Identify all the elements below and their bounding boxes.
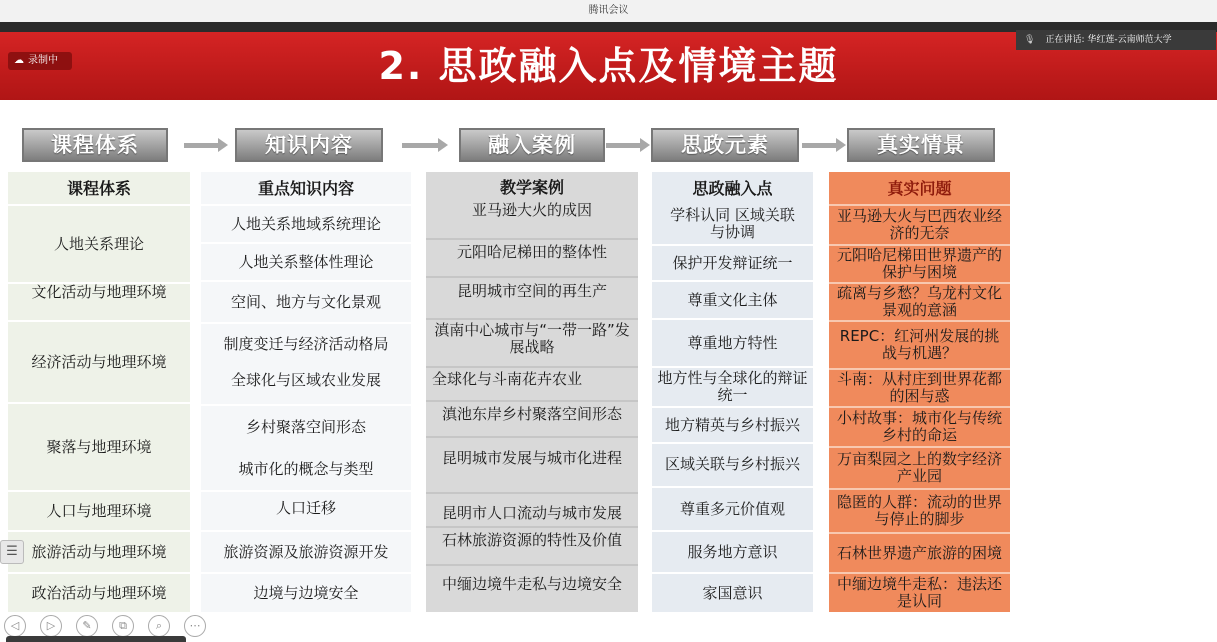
table-cell: 保护开发辩证统一 bbox=[672, 253, 793, 272]
table-cell: 人地关系理论 bbox=[53, 234, 144, 253]
table-cell: 中缅边境牛走私与边境安全 bbox=[441, 574, 622, 593]
table-cell: 元阳哈尼梯田的整体性 bbox=[456, 242, 607, 261]
table-cell: 滇池东岸乡村聚落空间形态 bbox=[441, 404, 622, 423]
table-cell: 空间、地方与文化景观 bbox=[230, 292, 381, 311]
table-cell: 旅游活动与地理环境 bbox=[31, 542, 167, 561]
table-cell: 隐匿的人群：流动的世界与停止的脚步 bbox=[836, 493, 1002, 528]
window-title: 腾讯会议 bbox=[588, 5, 629, 16]
table-cell: 乡村聚落空间形态 bbox=[245, 417, 366, 436]
table-cell: 人地关系地域系统理论 bbox=[230, 214, 381, 233]
column-header: 课程体系 bbox=[66, 178, 131, 198]
column-course-system bbox=[8, 172, 190, 612]
table-cell: 中缅边境牛走私：违法还是认同 bbox=[836, 575, 1002, 610]
table-cell: 亚马逊大火的成因 bbox=[471, 201, 592, 219]
table-cell: 城市化的概念与类型 bbox=[238, 459, 374, 478]
table-cell: 石林世界遗产旅游的困境 bbox=[836, 543, 1002, 562]
table-cell: 尊重文化主体 bbox=[687, 290, 778, 309]
table-cell: 昆明市人口流动与城市发展 bbox=[441, 503, 622, 522]
table-cell: 制度变迁与经济活动格局 bbox=[223, 334, 389, 353]
table-cell: 人口迁移 bbox=[275, 499, 336, 517]
speaker-label: 正在讲话: 华红莲-云南师范大学 bbox=[1045, 35, 1172, 45]
flow-step-course-system: 课程体系 bbox=[22, 128, 168, 162]
flow-arrow-icon bbox=[402, 138, 448, 152]
table-cell: 尊重多元价值观 bbox=[679, 499, 785, 518]
table-cell: 元阳哈尼梯田世界遗产的保护与困境 bbox=[836, 246, 1002, 281]
more-icon[interactable]: ⋯ bbox=[184, 615, 206, 637]
column-ideology-points bbox=[652, 172, 813, 612]
table-cell: 地方精英与乡村振兴 bbox=[664, 415, 800, 434]
table-cell: 石林旅游资源的特性及价值 bbox=[441, 530, 622, 549]
copy-icon[interactable]: ⧉ bbox=[112, 615, 134, 637]
table-cell: 人口与地理环境 bbox=[46, 501, 152, 520]
recording-label: 录制中 bbox=[28, 55, 58, 66]
speaker-indicator bbox=[1016, 30, 1216, 50]
column-header: 教学案例 bbox=[499, 177, 564, 197]
table-cell: 滇南中心城市与“一带一路”发展战略 bbox=[434, 321, 630, 356]
table-cell: 边境与边境安全 bbox=[253, 583, 359, 602]
list-icon[interactable]: ☰ bbox=[0, 540, 24, 564]
table-cell: 昆明城市发展与城市化进程 bbox=[441, 448, 622, 467]
table-cell: 区域关联与乡村振兴 bbox=[664, 454, 800, 473]
pen-icon[interactable]: ✎ bbox=[76, 615, 98, 637]
next-icon[interactable]: ▷ bbox=[40, 615, 62, 637]
table-cell: 家国意识 bbox=[702, 583, 763, 602]
column-knowledge bbox=[201, 172, 411, 612]
table-cell: 学科认同 区域关联与协调 bbox=[670, 206, 795, 241]
column-cases bbox=[426, 172, 638, 612]
column-header: 重点知识内容 bbox=[257, 178, 354, 198]
table-cell: 斗南：从村庄到世界花都的困与惑 bbox=[836, 370, 1002, 405]
cloud-icon: ☁ bbox=[14, 55, 24, 66]
microphone-icon: 🎙 bbox=[1024, 35, 1036, 45]
table-cell: 万亩梨园之上的数字经济产业园 bbox=[836, 450, 1002, 485]
table-cell: 服务地方意识 bbox=[687, 542, 778, 561]
table-cell: 聚落与地理环境 bbox=[46, 437, 152, 456]
column-header: 思政融入点 bbox=[692, 178, 773, 198]
table-cell: 昆明城市空间的再生产 bbox=[456, 281, 607, 300]
table-cell: 地方性与全球化的辩证统一 bbox=[657, 369, 808, 404]
zoom-icon[interactable]: ⌕ bbox=[148, 615, 170, 637]
table-cell: 小村故事：城市化与传统乡村的命运 bbox=[836, 409, 1002, 444]
table-cell: REPC：红河州发展的挑战与机遇？ bbox=[839, 327, 1000, 362]
table-cell: 政治活动与地理环境 bbox=[31, 583, 167, 602]
table-cell: 文化活动与地理环境 bbox=[31, 283, 167, 301]
prev-icon[interactable]: ◁ bbox=[4, 615, 26, 637]
table-cell: 尊重地方特性 bbox=[687, 333, 778, 352]
table-cell: 经济活动与地理环境 bbox=[31, 352, 167, 371]
flow-arrow-icon bbox=[802, 138, 846, 152]
column-header: 真实问题 bbox=[887, 178, 952, 198]
table-cell: 人地关系整体性理论 bbox=[238, 252, 374, 271]
table-cell: 旅游资源及旅游资源开发 bbox=[223, 542, 389, 561]
table-cell: 全球化与区域农业发展 bbox=[230, 370, 381, 389]
window-title-bar bbox=[0, 0, 1217, 22]
flow-step-real-scenario: 真实情景 bbox=[847, 128, 995, 162]
table-cell: 疏离与乡愁？乌龙村文化景观的意涵 bbox=[836, 284, 1002, 319]
flow-arrow-icon bbox=[606, 138, 650, 152]
recording-badge[interactable] bbox=[8, 52, 72, 70]
bottom-status-strip bbox=[6, 636, 186, 642]
table-cell: 亚马逊大火与巴西农业经济的无奈 bbox=[836, 207, 1002, 242]
flow-step-knowledge: 知识内容 bbox=[235, 128, 383, 162]
flow-step-cases: 融入案例 bbox=[459, 128, 605, 162]
table-cell: 全球化与斗南花卉农业 bbox=[432, 369, 583, 388]
column-real-problems bbox=[829, 172, 1010, 612]
slide-title: 2. 思政融入点及情境主题 bbox=[378, 44, 839, 88]
flow-step-ideology: 思政元素 bbox=[651, 128, 799, 162]
flow-arrow-icon bbox=[184, 138, 228, 152]
